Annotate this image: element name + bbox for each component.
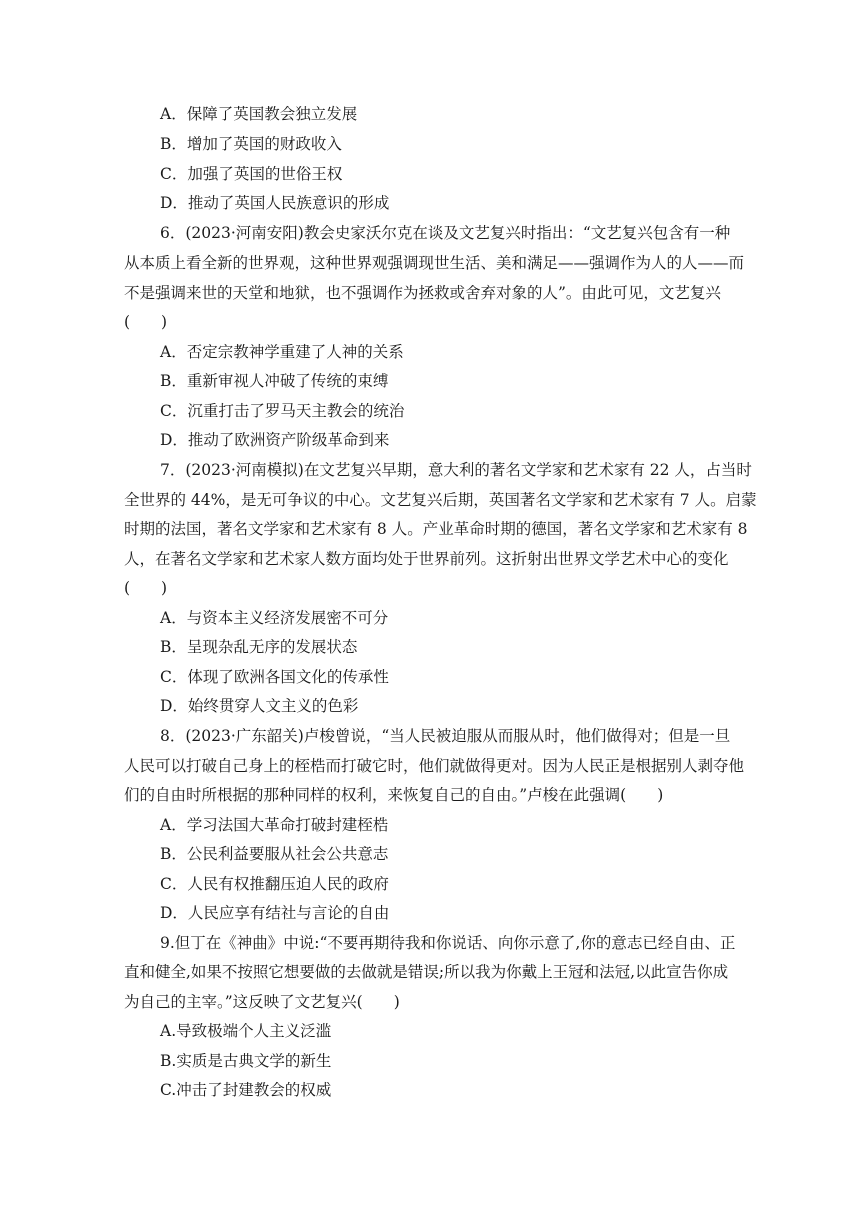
q8-line-2: 人民可以打破自己身上的桎梏而打破它时，他们就做得更对。因为人民正是根据别人剥夺他 [124,757,745,775]
q7-answer-blank: ( ) [124,579,168,597]
q8-line-1: 8．(2023·广东韶关)卢梭曾说，“当人民被迫服从而服从时，他们做得对；但是一旦 [160,727,731,745]
q5-option-a: A．保障了英国教会独立发展 [160,105,358,123]
q8-option-b: B．公民利益要服从社会公共意志 [160,845,389,863]
q9-option-b: B.实质是古典文学的新生 [160,1052,332,1070]
q8-option-a: A．学习法国大革命打破封建桎梏 [160,816,389,834]
q6-line-1: 6．(2023·河南安阳)教会史家沃尔克在谈及文艺复兴时指出：“文艺复兴包含有一种 [160,224,731,242]
q9-option-a: A.导致极端个人主义泛滥 [160,1022,332,1040]
q7-line-2: 全世界的 44%，是无可争议的中心。文艺复兴后期，英国著名文学家和艺术家有 7 人。启蒙 [124,491,757,509]
q6-option-b: B．重新审视人冲破了传统的束缚 [160,372,389,390]
q9-line-2: 直和健全,如果不按照它想要做的去做就是错误;所以我为你戴上王冠和法冠,以此宣告你成 [124,963,729,981]
q6-line-3: 不是强调来世的天堂和地狱，也不强调作为拯救或舍弃对象的人”。由此可见，文艺复兴 [124,284,721,302]
q6-line-2: 从本质上看全新的世界观，这种世界观强调现世生活、美和满足——强调作为人的人——而 [124,254,745,272]
q9-line-3: 为自己的主宰。”这反映了文艺复兴( ) [124,993,400,1011]
q6-option-a: A．否定宗教神学重建了人神的关系 [160,343,404,361]
q8-line-3: 们的自由时所根据的那种同样的权利，来恢复自己的自由。”卢梭在此强调( ) [124,786,664,804]
q8-option-d: D．人民应享有结社与言论的自由 [160,904,390,922]
q7-line-3: 时期的法国，著名文学家和艺术家有 8 人。产业革命时期的德国，著名文学家和艺术家有 8 [124,520,748,538]
q6-option-c: C．沉重打击了罗马天主教会的统治 [160,402,405,420]
q7-option-d: D．始终贯穿人文主义的色彩 [160,697,359,715]
q9-option-c: C.冲击了封建教会的权威 [160,1081,332,1099]
q8-option-c: C．人民有权推翻压迫人民的政府 [160,875,389,893]
q7-option-a: A．与资本主义经济发展密不可分 [160,609,389,627]
q5-option-b: B．增加了英国的财政收入 [160,135,342,153]
q7-line-4: 人，在著名文学家和艺术家人数方面均处于世界前列。这折射出世界文学艺术中心的变化 [124,550,729,568]
q9-line-1: 9.但丁在《神曲》中说:“不要再期待我和你说话、向你示意了,你的意志已经自由、正 [160,934,736,952]
q7-option-b: B．呈现杂乱无序的发展状态 [160,638,358,656]
q5-option-c: C．加强了英国的世俗王权 [160,165,343,183]
q6-answer-blank: ( ) [124,313,168,331]
q5-option-d: D．推动了英国人民族意识的形成 [160,194,390,212]
q7-line-1: 7．(2023·河南模拟)在文艺复兴早期，意大利的著名文学家和艺术家有 22 人，占当时 [160,461,752,479]
q6-option-d: D．推动了欧洲资产阶级革命到来 [160,431,390,449]
q7-option-c: C．体现了欧洲各国文化的传承性 [160,668,389,686]
